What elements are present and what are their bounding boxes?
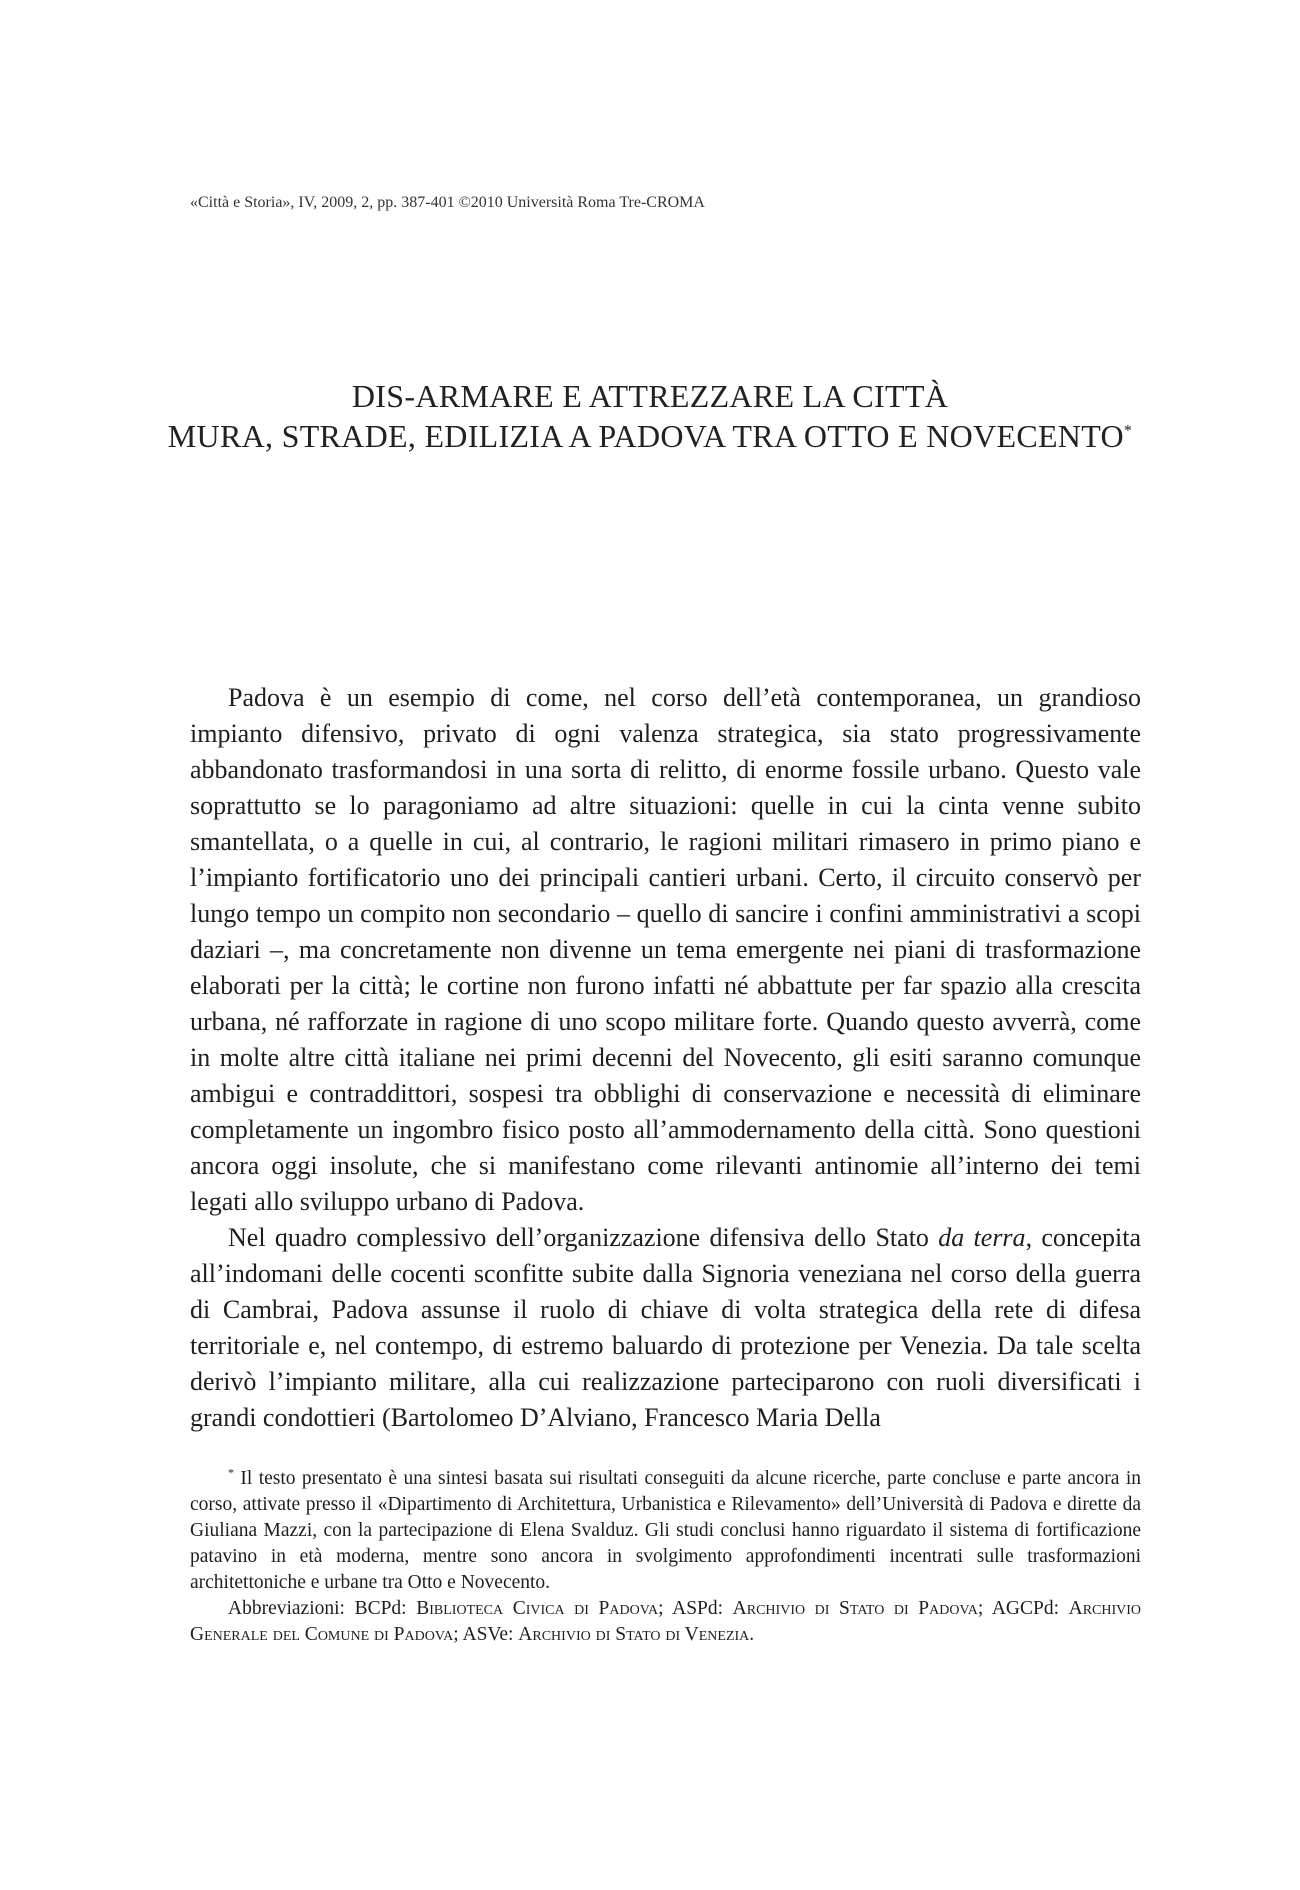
abbreviation-agcpd-sep: ; [453, 1624, 459, 1645]
abbreviation-bcpd-full: Biblioteca Civica di Padova [416, 1598, 659, 1619]
title-line-2-text: MURA, STRADE, EDILIZIA A PADOVA TRA OTTO E NOVECENTO [167, 418, 1124, 454]
footnotes [190, 1466, 1141, 1648]
abbreviation-asve-sep: . [749, 1624, 755, 1645]
footnote-1 [190, 1466, 1141, 1596]
footnote-1-mark: * [228, 1465, 234, 1480]
footnote-1-text: Il testo presentato è una sintesi basata sui risultati conseguiti da alcune ricerche, parte concluse e parte ancora in corso, attivate presso il «Dipartimento di Architettura, Urbanistica e Rilevamento» dell’Università di Padova e dirette da Giuliana Mazzi, con la partecipazione di Elena Svalduz. Gli studi conclusi hanno riguardato il sistema di fortificazione patavino in età moderna, mentre sono ancora in svolgimento approfondimenti incentrati sulle trasformazioni architettoniche e urbane tra Otto e Novecento. [190, 1468, 1142, 1593]
paragraph-2-text-start: Nel quadro complessivo dell’organizzazione difensiva dello Stato [228, 1223, 939, 1252]
abbreviation-bcpd-code: BCPd: [354, 1598, 407, 1619]
abbreviation-bcpd-sep: ; [658, 1598, 664, 1619]
abbreviation-asve-full: Archivio di Stato di Venezia [518, 1624, 750, 1645]
abbreviation-aspd-code: ASPd: [672, 1598, 724, 1619]
abbreviation-aspd-full: Archivio di Stato di Padova [732, 1598, 978, 1619]
article-body [190, 680, 1141, 1436]
article-title [150, 376, 1150, 456]
journal-citation-header: «Città e Storia», IV, 2009, 2, pp. 387-401 ©2010 Università Roma Tre-CROMA [190, 194, 705, 211]
abbreviation-agcpd-full: Archivio Generale del Comune di Padova [190, 1598, 1142, 1645]
title-footnote-mark: * [1123, 422, 1133, 440]
abbreviations-label: Abbreviazioni: [228, 1598, 345, 1619]
abbreviation-aspd-sep: ; [977, 1598, 984, 1619]
body-paragraph-1: Padova è un esempio di come, nel corso dell’età contemporanea, un grandioso impianto difensivo, privato di ogni valenza strategica, sia stato progressivamente abbandonato trasformandosi in una sorta di relitto, di enorme fossile urbano. Questo vale soprattutto se lo paragoniamo ad altre situazioni: quelle in cui la cinta venne subito smantellata, o a quelle in cui, al contrario, le ragioni militari rimasero in primo piano e l’impianto fortificatorio uno dei principali cantieri urbani. Certo, il circuito conservò per lungo tempo un compito non secondario – quello di sancire i confini amministrativi a scopi daziari –, ma concretamente non divenne un tema emergente nei piani di trasformazione elaborati per la città; le cortine non furono infatti né abbattute per far spazio alla crescita urbana, né rafforzate in ragione di uno scopo militare forte. Quando questo avverrà, come in molte altre città italiane nei primi decenni del Novecento, gli esiti saranno comunque ambigui e contraddittori, sospesi tra obblighi di conservazione e necessità di eliminare completamente un ingombro fisico posto all’ammodernamento della città. Sono questioni ancora oggi insolute, che si manifestano come rilevanti antinomie all’interno dei temi legati allo sviluppo urbano di Padova. [190, 683, 1141, 1216]
title-line-2 [150, 416, 1150, 456]
paragraph-2-italic-term: da terra [938, 1223, 1026, 1252]
paragraph-2-text-end: , concepita all’indomani delle cocenti sconfitte subite dalla Signoria veneziana nel corso della guerra di Cambrai, Padova assunse il ruolo di chiave di volta strategica della rete di difesa territoriale e, nel contempo, di estremo baluardo di protezione per Venezia. Da tale scelta derivò l’impianto militare, alla cui realizzazione parteciparono con ruoli diversificati i grandi condottieri (Bartolomeo D’Alviano, Francesco Maria Della [190, 1223, 1141, 1432]
title-line-1: DIS-ARMARE E ATTREZZARE LA CITTÀ [351, 378, 949, 414]
body-paragraph-2 [190, 1220, 1141, 1436]
abbreviation-asve-code: ASVe: [462, 1624, 514, 1645]
abbreviation-agcpd-code: AGCPd: [991, 1598, 1060, 1619]
abbreviations-note [190, 1596, 1141, 1648]
